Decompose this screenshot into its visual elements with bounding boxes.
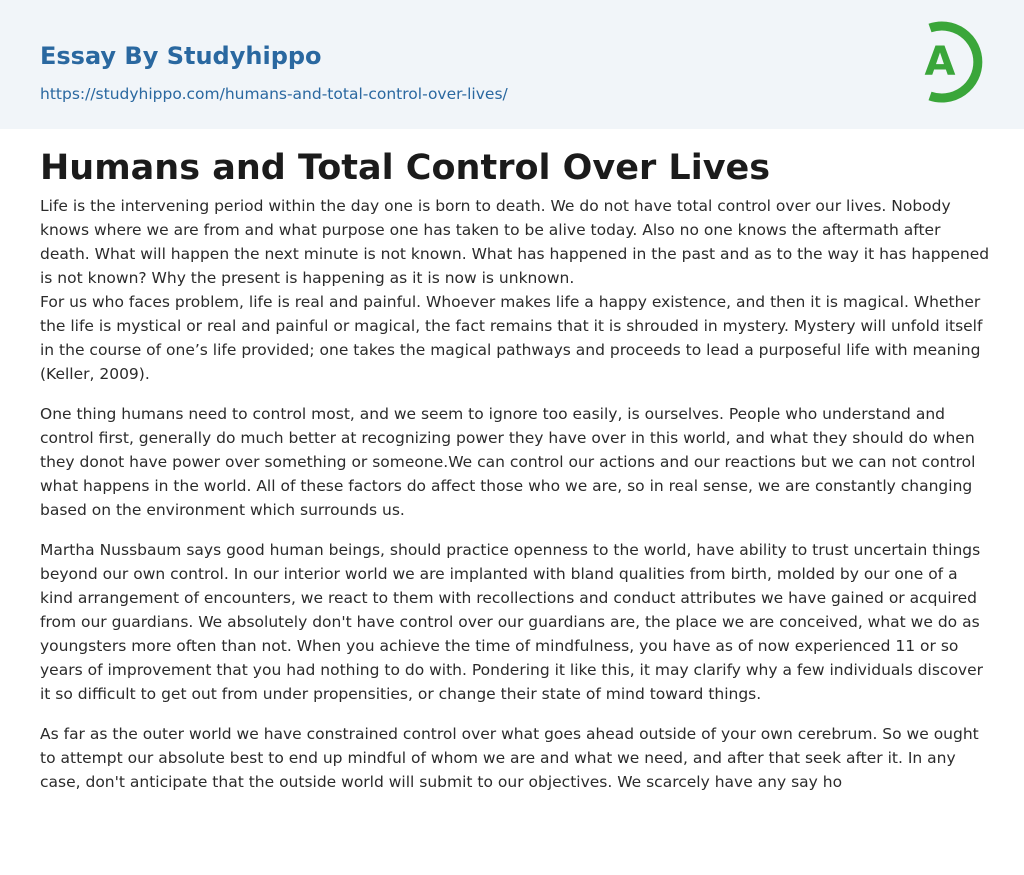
essay-body bbox=[40, 194, 990, 810]
essay-paragraph: For us who faces problem, life is real and painful. Whoever makes life a happy existence, and then it is magical. Whether the life is mystical or real and painful or magical, the fact remains that it is shrouded in mystery. Mystery will unfold itself in the course of one’s life provided; one takes the magical pathways and proceeds to lead a purposeful life with meaning (Keller, 2009). bbox=[40, 293, 983, 383]
essay-paragraph: One thing humans need to control most, and we seem to ignore too easily, is ourselves. People who understand and control first, generally do much better at recognizing power they have over in this world, and what they should do when they donot have power over something or someone.We can control our actions and our reactions but we can not control what happens in the world. All of these factors do affect those who we are, so in real sense, we are constantly changing based on the environment which surrounds us. bbox=[40, 405, 976, 519]
essay-paragraph: Life is the intervening period within the day one is born to death. We do not have total control over our lives. Nobody knows where we are from and what purpose one has taken to be alive today. Also no one knows the aftermath after death. What will happen the next minute is not known. What has happened in the past and as to the way it has happened is not known? Why the present is happening as it is now is unknown. bbox=[40, 197, 990, 287]
page-url-link[interactable]: https://studyhippo.com/humans-and-total-control-over-lives/ bbox=[40, 85, 508, 103]
site-header bbox=[0, 0, 1024, 129]
essay-title: Humans and Total Control Over Lives bbox=[40, 148, 771, 188]
studyhippo-logo-icon[interactable] bbox=[910, 18, 988, 106]
essay-paragraph: As far as the outer world we have constrained control over what goes ahead outside of your own cerebrum. So we ought to attempt our absolute best to end up mindful of whom we are and what we need, and after that seek after it. In any case, don't anticipate that the outside world will submit to our objectives. We scarcely have any say ho bbox=[40, 725, 979, 791]
logo-letter: A bbox=[924, 39, 956, 85]
brand-title[interactable]: Essay By Studyhippo bbox=[40, 42, 322, 70]
essay-paragraph: Martha Nussbaum says good human beings, should practice openness to the world, have ability to trust uncertain things beyond our own control. In our interior world we are implanted with bland qualities from birth, molded by our one of a kind arrangement of encounters, we react to them with recollections and conduct attributes we have gained or acquired from our guardians. We absolutely don't have control over our guardians are, the place we are conceived, what we do as youngsters more often than not. When you achieve the time of mindfulness, you have as of now experienced 11 or so years of improvement that you had nothing to do with. Pondering it like this, it may clarify why a few individuals discover it so difficult to get out from under propensities, or change their state of mind toward things. bbox=[40, 541, 984, 703]
